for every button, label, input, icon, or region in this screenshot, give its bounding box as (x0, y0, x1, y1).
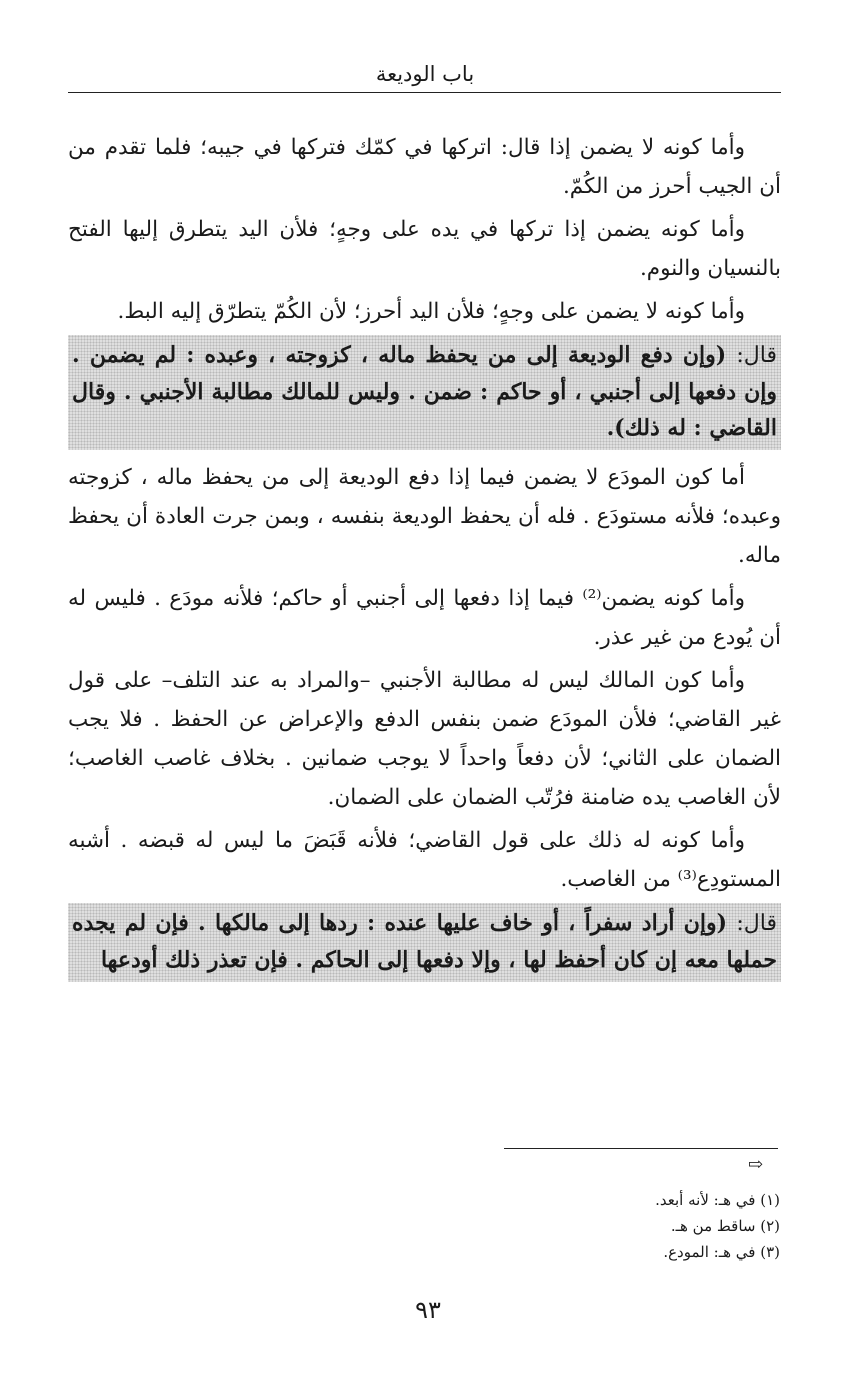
quote-lead: قال: (736, 343, 777, 368)
matn-quote-block (68, 903, 781, 982)
continuation-arrow-icon: ⇨ (748, 1154, 764, 1175)
footnote-rule (504, 1148, 778, 1149)
quote-text: (وإن دفع الوديعة إلى من يحفظ ماله ، كزوجته ، وعبده : لم يضمن . وإن دفعها إلى أجنبي ، أو حاكم : ضمن . وليس للمالك مطالبة الأجنبي . وقال القاضي : له ذلك). (72, 342, 777, 441)
footnotes (420, 1187, 780, 1265)
paragraph: وأما كون المالك ليس له مطالبة الأجنبي –والمراد به عند التلف– على قول غير القاضي؛ فلأن المودَع ضمن بنفس الدفع والإعراض عن الحفظ . فلا يجب الضمان على الثاني؛ لأن دفعاً واحداً لا يوجب ضمانين . بخلاف غاصب الغاصب؛ لأن الغاصب يده ضامنة فرُتّب الضمان على الضمان. (68, 668, 781, 810)
footnote: (٣) في هـ: المودع. (663, 1243, 780, 1261)
matn-quote-block (68, 335, 781, 450)
page-number: ٩٣ (415, 1296, 441, 1324)
footnote: (٢) ساقط من هـ. (670, 1217, 780, 1235)
paragraph: وأما كونه له ذلك على قول القاضي؛ فلأنه قَبَضَ ما ليس له قبضه . أشبه المستودِع⁽³⁾ من الغاصب. (68, 828, 781, 892)
running-header: باب الوديعة (375, 62, 475, 86)
quote-text: (وإن أراد سفراً ، أو خاف عليها عنده : ردها إلى مالكها . فإن لم يجده حملها معه إن كان أحفظ لها ، وإلا دفعها إلى الحاكم . فإن تعذر ذلك أودعها (72, 910, 777, 973)
header-rule (68, 92, 781, 93)
paragraph: وأما كونه لا يضمن إذا قال: اتركها في كمّك فتركها في جيبه؛ فلما تقدم من أن الجيب أحرز من الكُمّ. (68, 135, 781, 199)
quote-lead: قال: (736, 911, 777, 936)
footnote: (١) في هـ: لأنه أبعد. (655, 1191, 780, 1209)
paragraph: أما كون المودَع لا يضمن فيما إذا دفع الوديعة إلى من يحفظ ماله ، كزوجته وعبده؛ فلأنه مستودَع . فله أن يحفظ الوديعة بنفسه ، وبمن جرت العادة أن يحفظ ماله. (68, 465, 781, 568)
main-text (68, 128, 781, 990)
paragraph: وأما كونه يضمن إذا تركها في يده على وجهٍ؛ فلأن اليد يتطرق إليها الفتح بالنسيان والنوم. (68, 217, 781, 281)
paragraph: وأما كونه لا يضمن على وجهٍ؛ فلأن اليد أحرز؛ لأن الكُمّ يتطرّق إليه البط. (117, 299, 745, 324)
paragraph: وأما كونه يضمن⁽²⁾ فيما إذا دفعها إلى أجنبي أو حاكم؛ فلأنه مودَع . فليس له أن يُودع من غير عذر. (68, 586, 781, 650)
